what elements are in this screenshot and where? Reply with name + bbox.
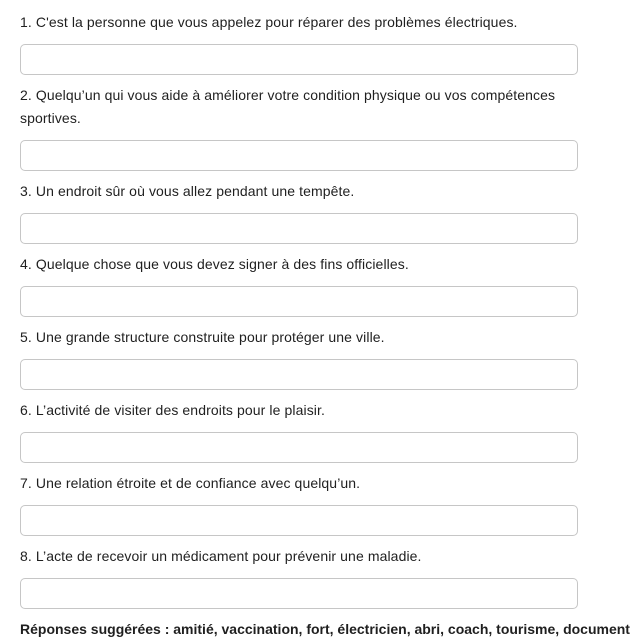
- question-label-1: 1. C'est la personne que vous appelez pour réparer des problèmes électriques.: [20, 14, 518, 30]
- question-block-8: [20, 545, 578, 609]
- question-label-8: 8. L’acte de recevoir un médicament pour prévenir une maladie.: [20, 548, 422, 564]
- answer-input-7[interactable]: [20, 505, 578, 536]
- answer-input-2[interactable]: [20, 140, 578, 171]
- question-label-2: 2. Quelqu’un qui vous aide à améliorer votre condition physique ou vos compétences sportives.: [20, 87, 556, 126]
- question-label-6: 6. L’activité de visiter des endroits pour le plaisir.: [20, 402, 325, 418]
- question-block-7: [20, 472, 578, 536]
- question-label-7: 7. Une relation étroite et de confiance avec quelqu’un.: [20, 475, 361, 491]
- question-block-4: [20, 253, 578, 317]
- question-block-2: [20, 84, 578, 171]
- question-label-3: 3. Un endroit sûr où vous allez pendant une tempête.: [20, 183, 355, 199]
- answer-input-1[interactable]: [20, 44, 578, 75]
- question-block-6: [20, 399, 578, 463]
- word-bank-line: Réponses suggérées : amitié, vaccination, fort, électricien, abri, coach, tourisme, document: [20, 621, 630, 637]
- answer-input-4[interactable]: [20, 286, 578, 317]
- question-block-3: [20, 180, 578, 244]
- question-block-5: [20, 326, 578, 390]
- question-label-4: 4. Quelque chose que vous devez signer à des fins officielles.: [20, 256, 409, 272]
- answer-input-6[interactable]: [20, 432, 578, 463]
- answer-input-8[interactable]: [20, 578, 578, 609]
- answer-input-5[interactable]: [20, 359, 578, 390]
- question-block-1: [20, 11, 578, 75]
- question-label-5: 5. Une grande structure construite pour protéger une ville.: [20, 329, 385, 345]
- answer-input-3[interactable]: [20, 213, 578, 244]
